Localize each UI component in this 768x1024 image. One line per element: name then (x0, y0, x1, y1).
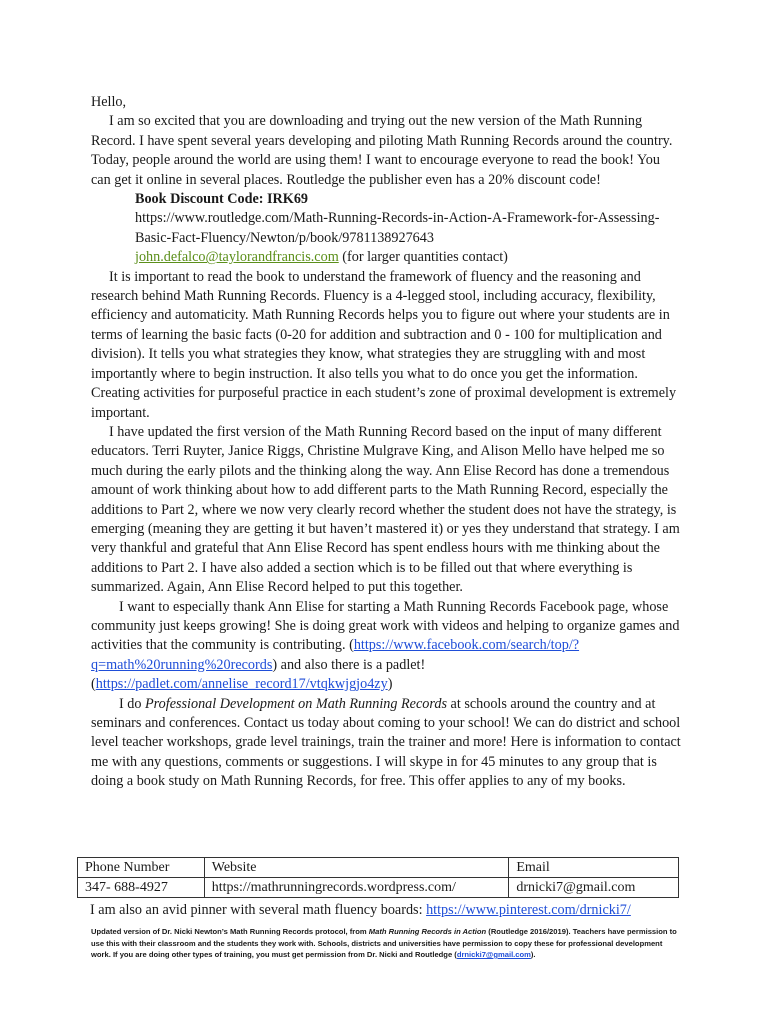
permission-footnote (91, 926, 681, 961)
pd-title: Professional Development on Math Running Records (145, 695, 447, 712)
footnote-email-link[interactable]: drnicki7@gmail.com (456, 950, 531, 959)
contact-table (77, 857, 679, 898)
header-phone: Phone Number (78, 858, 205, 878)
pd-rest: at schools around the country and at seminars and conferences. Contact us today about coming to your school! We can do district and school level teacher workshops, grade level trainings, train the trainer and more! Here is information to contact me with any questions, comments or suggestions. I will skype in for 45 minutes to any group that is doing a book study on Math Running Records, for free. This offer applies to any of my books. (91, 695, 681, 790)
header-email: Email (509, 858, 679, 878)
paren-close: ) (387, 676, 393, 693)
pinterest-link[interactable]: https://www.pinterest.com/drnicki7/ (426, 902, 631, 918)
footnote-start: Updated version of Dr. Nicki Newton’s Math Running Records protocol, from (91, 927, 369, 936)
contact-note: (for larger quantities contact) (338, 249, 508, 266)
email-value: drnicki7@gmail.com (509, 878, 679, 898)
letter-body (91, 93, 683, 792)
header-website: Website (204, 858, 509, 878)
footnote-rest: (Routledge 2016/2019). Teachers have permission to use this with their classroom and the students they work with. Schools, districts and universities have permission to copy these for professional development work. If you are doing other types of training, you must get permission from Dr. Nicki and Routledge ( (91, 927, 677, 959)
facebook-paragraph-text: I want to especially thank Ann Elise for starting a Math Running Records Facebook page, whose community just keeps growing! She is doing great work with videos and helping to organize games and activities that the community is contributing. (91, 598, 680, 654)
footnote-end: ). (530, 950, 536, 959)
padlet-intro: ) and also there is a padlet! ( (91, 656, 426, 693)
routledge-url: https://www.routledge.com/Math-Running-Records-in-Action-A-Framework-for-Assessing-Basic-Fact-Fluency/Newton/p/book/9781138927643 (135, 210, 660, 246)
pd-paragraph (91, 695, 683, 792)
pinner-line (90, 901, 690, 920)
contact-line (91, 248, 683, 267)
contact-email-link[interactable]: john.defalco@taylorandfrancis.com (135, 249, 339, 266)
paren-open: ( (349, 637, 354, 654)
footnote-book-title: Math Running Records in Action (368, 927, 487, 936)
intro-paragraph: I am so excited that you are downloading and trying out the new version of the Math Running Record. I have spent several years developing and piloting Math Running Records around the country. Today, people around the world are using them! I want to encourage everyone to read the book! You can get it online in several places. Routledge the publisher even has a 20% discount code! (91, 113, 673, 188)
pd-start: I do (119, 695, 146, 712)
greeting: Hello, (91, 94, 127, 110)
fluency-paragraph: It is important to read the book to understand the framework of fluency and the reasoning and research behind Math Running Records. Fluency is a 4-legged stool, including accuracy, flexibility, efficiency and automaticity. Math Running Records helps you to figure out where your students are in terms of learning the basic facts (0-20 for addition and subtraction and 0 - 100 for multiplication and division). It tells you what strategies they know, what strategies they are struggling with and most importantly where to begin instruction. It also tells you what to do once you get the information. Creating activities for purposeful practice in each student’s zone of proximal development is extremely important. (91, 268, 677, 421)
discount-code: Book Discount Code: IRK69 (135, 191, 309, 208)
facebook-paragraph (91, 598, 683, 695)
website-value: https://mathrunningrecords.wordpress.com/ (204, 878, 509, 898)
padlet-link[interactable]: https://padlet.com/annelise_record17/vtqkwjgjo4zy (95, 676, 388, 693)
pinner-text: I am also an avid pinner with several math fluency boards: (90, 902, 427, 918)
phone-value: 347- 688-4927 (78, 878, 205, 898)
acknowledgements-paragraph: I have updated the first version of the Math Running Record based on the input of many different educators. Terri Ruyter, Janice Riggs, Christine Mulgrave King, and Alison Mello have helped me so much during the early pilots and the thinking along the way. Ann Elise Record has done a tremendous amount of work thinking about how to add different parts to the Math Running Record, especially the additions to Part 2, where we now very clearly record whether the student does not have the strategy, is emerging (meaning they are getting it but haven’t mastered it) or yes they understand that strategy. I am very thankful and grateful that Ann Elise Record has spent endless hours with me thinking about the additions to Part 2. I have also added a section which is to be filled out that where everything is summarized. Again, Ann Elise Record helped to put this together. (91, 423, 680, 596)
table-row (78, 878, 679, 898)
facebook-link[interactable]: https://www.facebook.com/search/top/?q=math%20running%20records (91, 637, 580, 673)
table-header-row (78, 858, 679, 878)
